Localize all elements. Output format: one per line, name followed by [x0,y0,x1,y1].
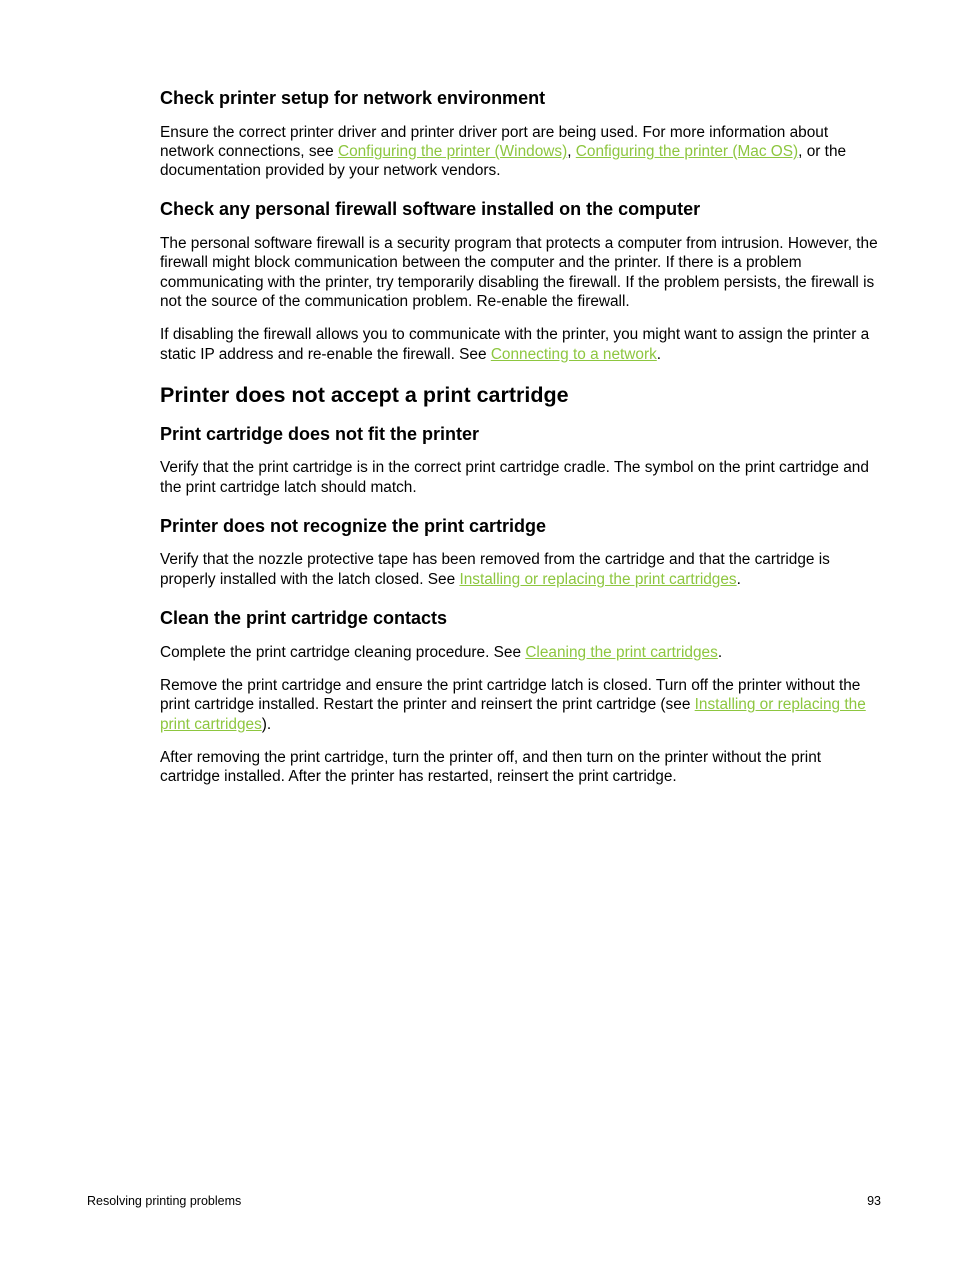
paragraph-not-recognize [160,550,880,589]
heading-check-firewall: Check any personal firewall software installed on the computer [160,199,701,220]
text: If disabling the firewall allows you to communicate with the printer, you might want to assign the printer a static IP address and re-enable the firewall. See [160,326,870,363]
text: Verify that the nozzle protective tape has been removed from the cartridge and that the cartridge is properly installed with the latch closed. See [160,551,830,588]
link-configuring-windows[interactable]: Configuring the printer (Windows) [337,142,568,160]
paragraph-cleaning-procedure [160,643,880,662]
text: Remove the print cartridge and ensure the print cartridge latch is closed. Turn off the printer without the print cartridge installed. Restart the printer and reinsert the print cartridge (see [160,676,861,714]
text: . [736,570,741,588]
paragraph-after-removing: After removing the print cartridge, turn the printer off, and then turn on the printer without the print cartridge installed. After the printer has restarted, reinsert the print cartridge. [160,748,822,786]
text: Ensure the correct printer driver and printer driver port are being used. For more information about network connections, see [160,123,829,160]
paragraph-remove-cartridge [160,676,880,734]
page-footer [87,1194,881,1208]
paragraph-firewall-static-ip [160,325,880,364]
link-installing-replacing[interactable]: Installing or replacing the print cartridges [459,570,737,588]
link-connecting-network[interactable]: Connecting to a network [490,345,657,363]
page-number: 93 [867,1194,881,1208]
text: Complete the print cartridge cleaning procedure. See [160,643,526,661]
heading-check-printer-setup: Check printer setup for network environment [160,88,546,108]
link-installing-replacing-2[interactable]: Installing or replacing the print cartridges [160,696,866,733]
page-content [160,88,880,800]
heading-printer-not-accept-cartridge: Printer does not accept a print cartridge [160,382,569,407]
link-cleaning-cartridges[interactable]: Cleaning the print cartridges [525,643,718,661]
heading-cartridge-not-fit: Print cartridge does not fit the printer [160,423,480,444]
heading-clean-contacts: Clean the print cartridge contacts [160,608,448,629]
paragraph-network-setup [160,123,880,181]
footer-section-title: Resolving printing problems [87,1194,242,1208]
text: ). [261,715,272,733]
paragraph-cartridge-not-fit: Verify that the print cartridge is in the correct print cartridge cradle. The symbol on the print cartridge and the print cartridge latch should match. [160,459,869,496]
text: . [656,345,662,363]
paragraph-firewall-intro: The personal software firewall is a security program that protects a computer from intrusion. However, the firewall might block communication between the computer and the printer. If there is a problem communicating with the printer, try temporarily disabling the firewall. If the problem persists, the firewall is not the source of the communication problem. Re-enable the firewall. [160,235,878,310]
text: , or the documentation provided by your network vendors. [160,142,847,180]
text: . [717,643,723,661]
link-configuring-mac[interactable]: Configuring the printer (Mac OS) [575,142,799,160]
text: , [567,142,576,160]
heading-not-recognize-cartridge: Printer does not recognize the print cartridge [160,515,547,536]
